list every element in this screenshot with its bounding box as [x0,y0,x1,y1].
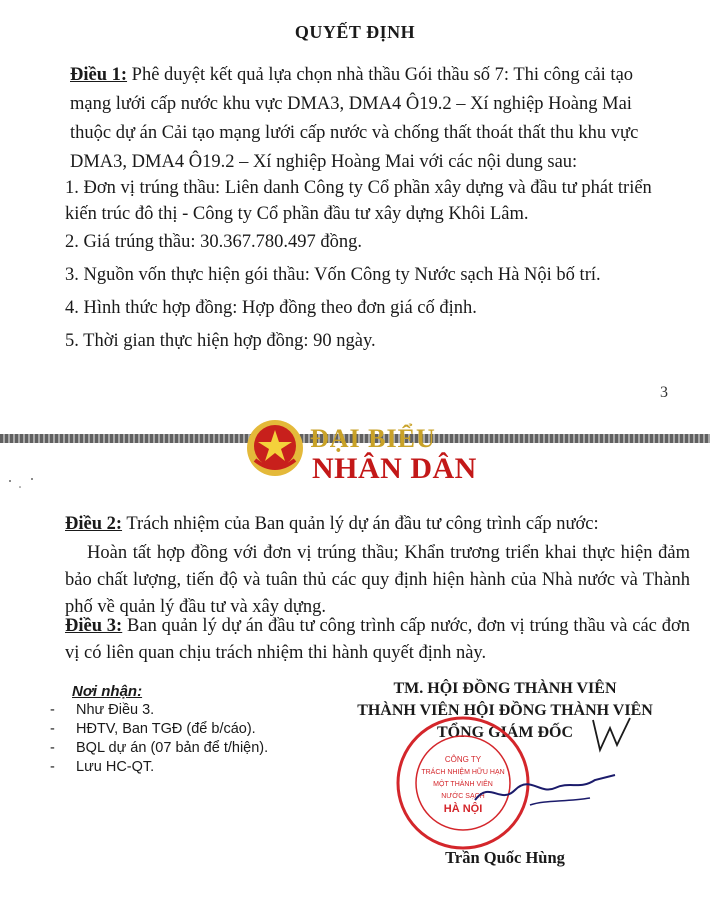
article-1-label: Điều 1: [70,65,128,85]
article-2-label: Điều 2: [65,514,123,534]
article-3-label: Điều 3: [65,616,123,636]
recipient-item: - BQL dự án (07 bản để t/hiện). [50,740,269,756]
document-title: QUYẾT ĐỊNH [294,22,416,42]
svg-text:TRÁCH NHIỆM HỮU HẠN: TRÁCH NHIỆM HỮU HẠN [421,769,505,776]
article-3-text: Ban quản lý dự án đầu tư công trình cấp nước, đơn vị trúng thầu và các đơn vị có liên quan chịu trách nhiệm thi hành quyết định này. [65,616,690,663]
article-2 [65,510,685,539]
article-1-item-3: 3. Nguồn vốn thực hiện gói thầu: Vốn Công ty Nước sạch Hà Nội bố trí. [65,265,601,285]
signature-title-2: THÀNH VIÊN HỘI ĐỒNG THÀNH VIÊN [357,702,653,719]
article-2-body: Hoàn tất hợp đồng với đơn vị trúng thầu; Khẩn trương triển khai thực hiện đảm bảo chất lượng, tiến độ và tuân thủ các quy định hiện hành của Nhà nước và Thành phố về quản lý đầu tư và xây dựng. [65,543,690,617]
article-1-item-1: 1. Đơn vị trúng thầu: Liên danh Công ty Cổ phần xây dựng và đầu tư phát triển kiến trúc đô thị - Công ty Cổ phần đầu tư xây dựng Khôi Lâm. [65,178,652,224]
article-1-item-2: 2. Giá trúng thầu: 30.367.780.497 đồng. [65,232,363,252]
brand-line-1: ĐẠI BIỂU [310,424,436,453]
recipients-title: Nơi nhận: [72,683,143,700]
article-3 [65,613,690,667]
recipient-item: - Như Điều 3. [50,702,155,718]
recipient-item: - HĐTV, Ban TGĐ (để b/cáo). [50,721,256,737]
svg-text:CÔNG TY: CÔNG TY [444,755,482,764]
national-emblem-icon [245,418,305,478]
brand-line-2: NHÂN DÂN [312,452,477,485]
page-number: 3 [660,384,668,401]
svg-text:MỘT THÀNH VIÊN: MỘT THÀNH VIÊN [433,781,493,788]
handwritten-signature [470,760,620,820]
article-2-text: Trách nhiệm của Ban quản lý dự án đầu tư công trình cấp nước: [122,514,599,534]
initial-mark [585,710,635,760]
article-1-item-5: 5. Thời gian thực hiện hợp đồng: 90 ngày. [65,331,376,351]
article-1-item-4: 4. Hình thức hợp đồng: Hợp đồng theo đơn giá cố định. [65,298,477,318]
article-1 [70,61,670,177]
signature-title-1: TM. HỘI ĐỒNG THÀNH VIÊN [393,680,617,697]
svg-text:HÀ NỘI: HÀ NỘI [443,803,483,815]
scan-specks [4,475,44,495]
signer-name: Trần Quốc Hùng [445,848,565,867]
recipient-item: - Lưu HC-QT. [50,759,155,775]
article-1-text: Phê duyệt kết quả lựa chọn nhà thầu Gói thầu số 7: Thi công cải tạo mạng lưới cấp nước khu vực DMA3, DMA4 Ô19.2 – Xí nghiệp Hoàng Mai thuộc dự án Cải tạo mạng lưới cấp nước và chống thất thoát thất thu khu vực DMA3, DMA4 Ô19.2 – Xí nghiệp Hoàng Mai với các nội dung sau: [70,65,639,172]
signature-title-3: TỔNG GIÁM ĐỐC [437,724,573,741]
svg-text:NƯỚC SẠCH: NƯỚC SẠCH [441,793,485,800]
